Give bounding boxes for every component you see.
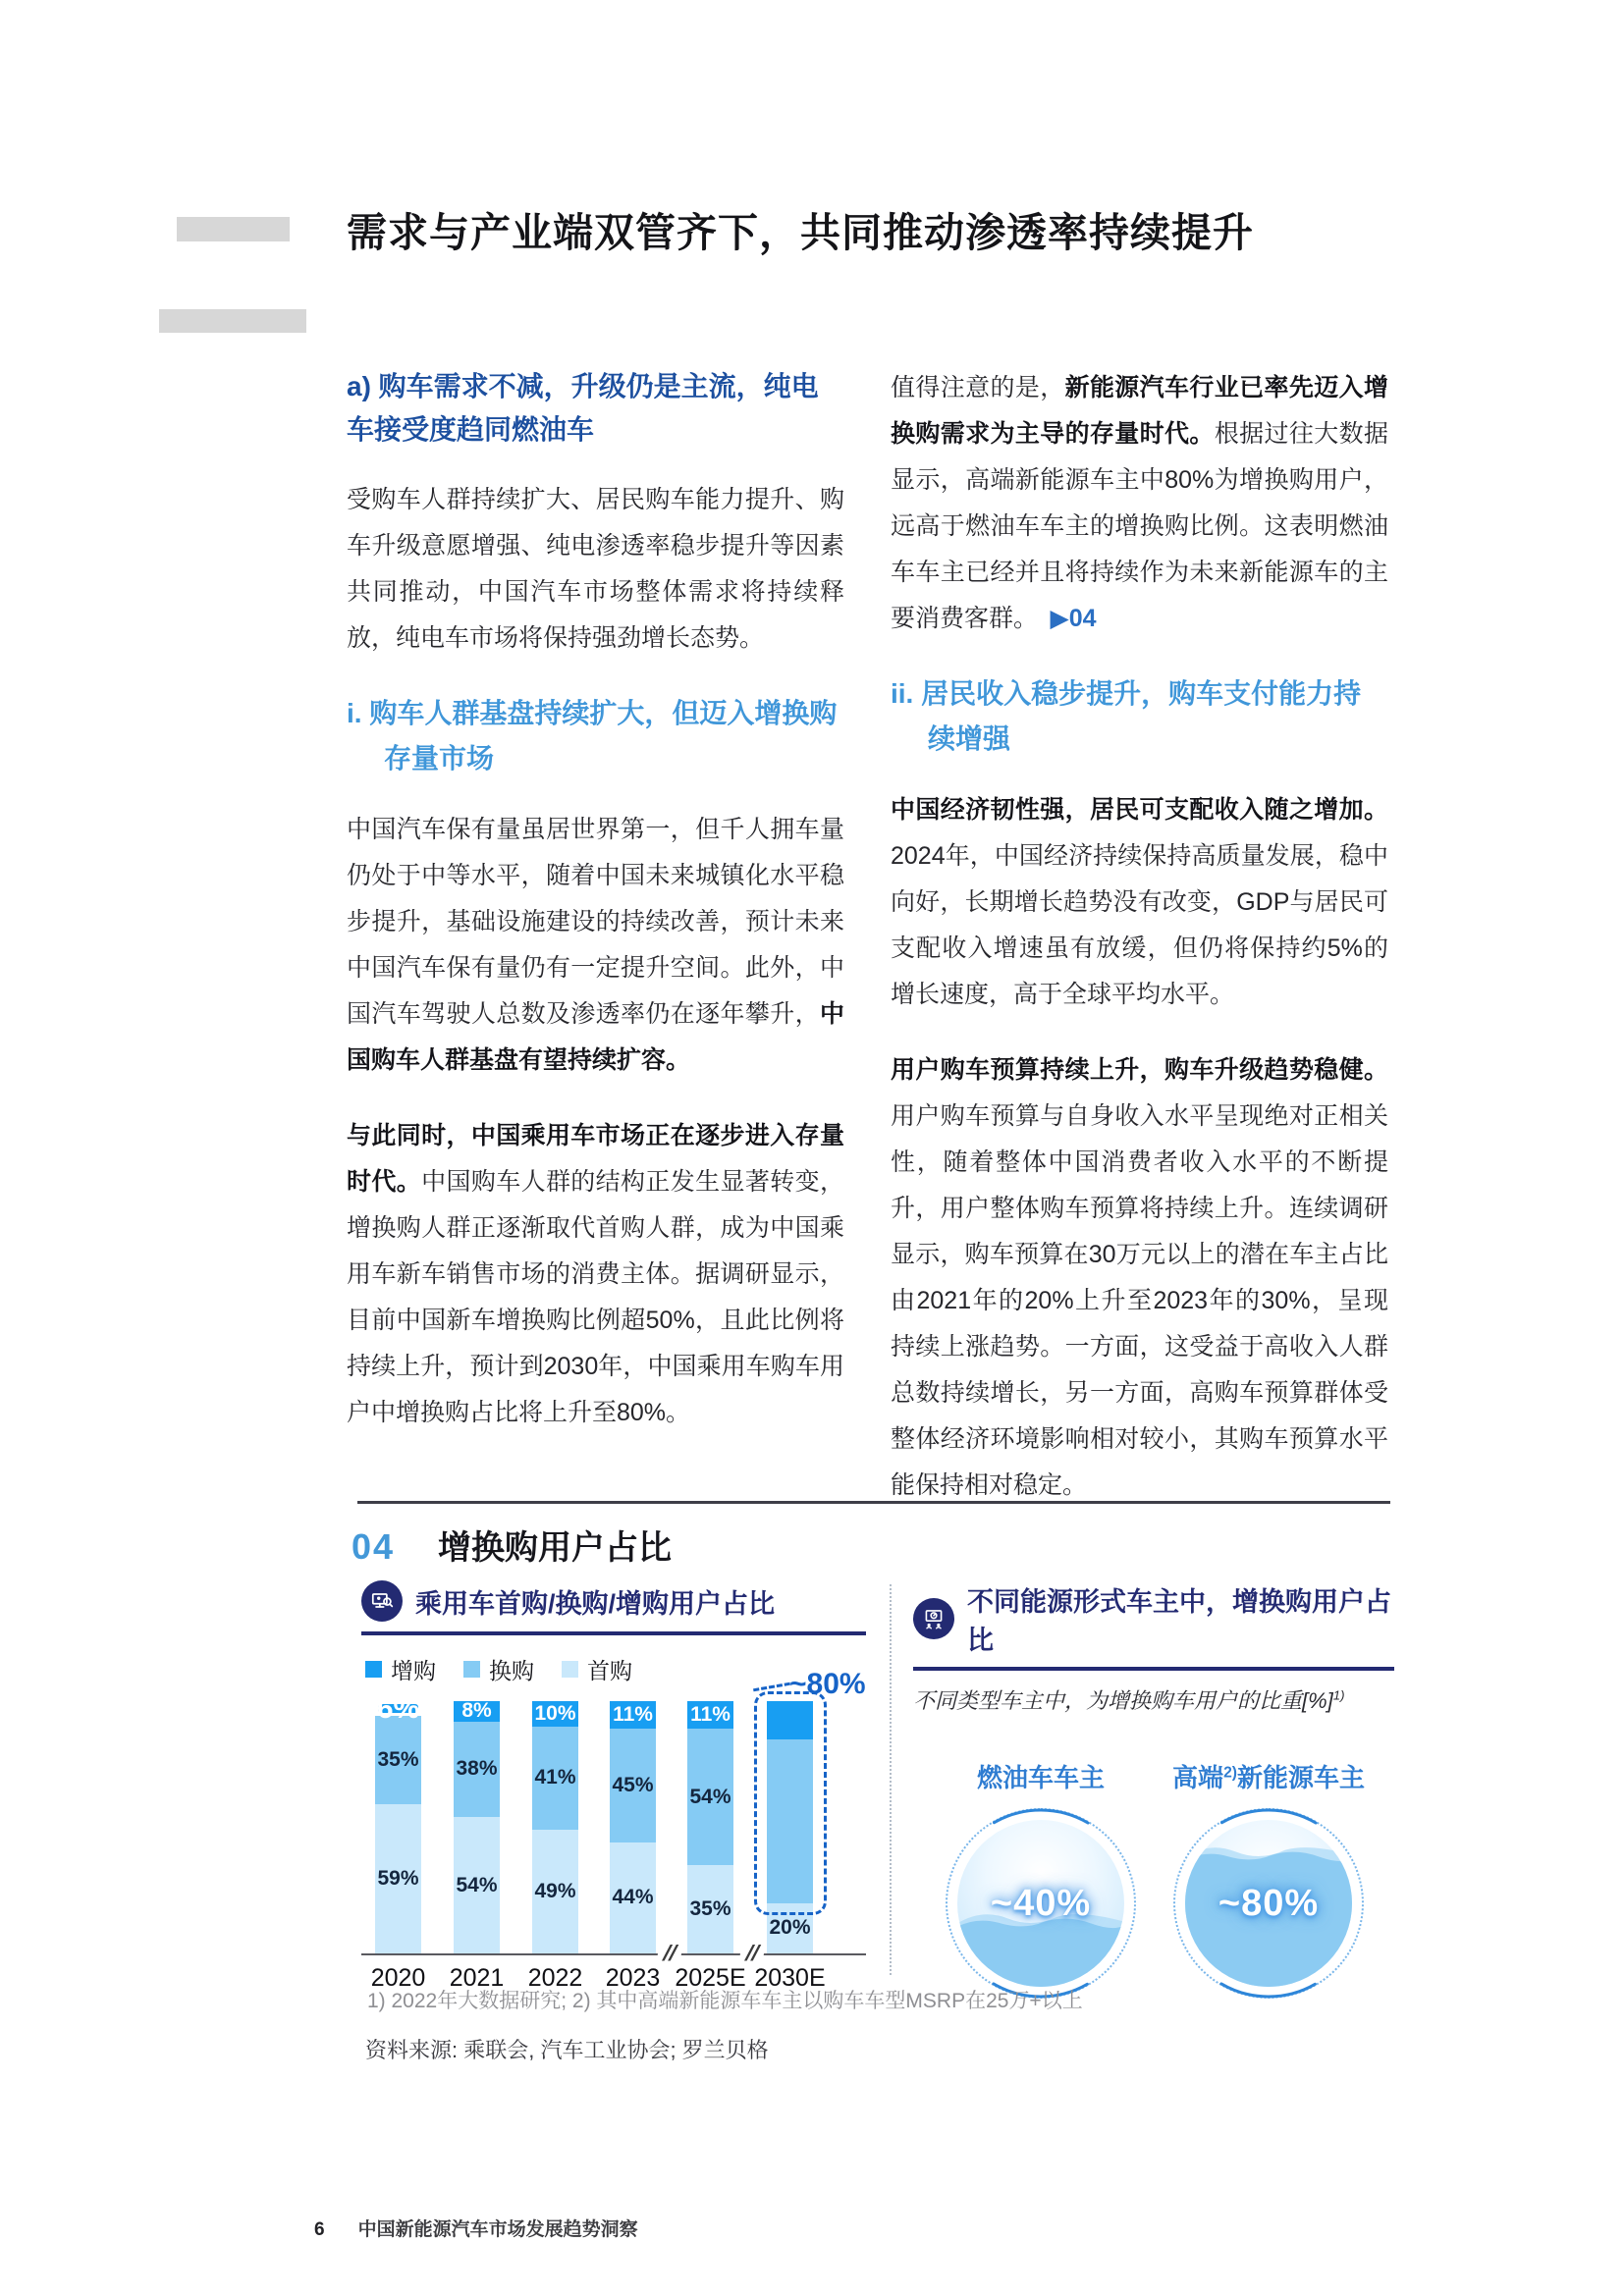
bar-value-label: 11% xyxy=(690,1703,731,1727)
gauge-label: 高端$^{2)}$新能源车主 xyxy=(1172,1763,1365,1792)
paragraph: 中国汽车保有量虽居世界第一，但千人拥车量仍处于中等水平，随着中国未来城镇化水平稳步提升，基础设施建设的持续改善，预计未来中国汽车保有量仍有一定提升空间。此外，中国汽车驾驶人总数及渗透率仍在逐年攀升，中国购车人群基盘有望持续扩容。 xyxy=(347,816,844,1074)
bar-value-label: 49% xyxy=(534,1880,576,1903)
paragraph: 值得注意的是，新能源汽车行业已率先迈入增换购需求为主导的存量时代。根据过往大数据显示，高端新能源车主中80%为增换购用户，远高于燃油车车主的增换购比例。这表明燃油车车主已经并且将持续作为未来新能源车的主要消费客群。 ▶04 xyxy=(891,374,1388,632)
bar-chart-title: 乘用车首购/换购/增购用户占比 xyxy=(415,1588,776,1619)
annotation-label: ~80% xyxy=(789,1668,866,1700)
legend-label: 换购 xyxy=(489,1658,534,1683)
bar-value-label: 41% xyxy=(534,1766,576,1789)
decor-bar-top xyxy=(177,217,290,241)
page-number: 6 xyxy=(314,2219,325,2240)
bar-value-label: 35% xyxy=(377,1748,419,1772)
x-axis-label: 2021 xyxy=(449,1964,505,1992)
bar-segment-增购 xyxy=(687,1701,733,1729)
paragraph: 用户购车预算持续上升，购车升级趋势稳健。用户购车预算与自身收入水平呈现绝对正相关性，随着整体中国消费者收入水平的不断提升，用户整体购车预算将持续上升。连续调研显示，购车预算在30万元以上的潜在车主占比由2021年的20%上升至2023年的30%，呈现持续上涨趋势。一方面，这受益于高收入人群总数持续增长，另一方面，高购车预算群体受整体经济环境影响相对较小，其购车预算水平能保持相对稳定。 xyxy=(891,1056,1388,1499)
bar-value-label: 54% xyxy=(689,1785,731,1808)
bar-value-label: 20% xyxy=(769,1916,811,1940)
bar-value-label: 8% xyxy=(461,1699,492,1723)
gauge-chart-header xyxy=(913,1580,1394,1671)
bar-value-label: 54% xyxy=(456,1873,498,1896)
bar-segment-增购 xyxy=(532,1701,578,1727)
section-a-heading: a) 购车需求不减，升级仍是主流，纯电车接受度趋同燃油车 xyxy=(347,371,819,445)
bar-chart-header xyxy=(361,1580,866,1635)
paragraph: 与此同时，中国乘用车市场正在逐步进入存量时代。中国购车人群的结构正发生显著转变，增换购人群正逐渐取代首购人群，成为中国乘用车新车销售市场的消费主体。据调研显示，目前中国新车增换购比例超50%，且此比例将持续上升，预计到2030年，中国乘用车购车用户中增换购占比将上升至80%。 xyxy=(347,1122,844,1426)
bar-value-label: 35% xyxy=(689,1897,731,1921)
x-axis xyxy=(361,1953,866,1955)
gauge-chart-title: 不同能源形式车主中，增换购用户占比 xyxy=(967,1587,1391,1655)
right-column xyxy=(891,365,1388,1538)
bar-segment-首购 xyxy=(532,1830,578,1953)
legend-item xyxy=(365,1653,436,1685)
section-i-heading: i. 购车人群基盘持续扩大，但迈入增换购存量市场 xyxy=(347,698,838,774)
section-ii-heading: ii. 居民收入稳步提升，购车支付能力持续增强 xyxy=(891,678,1362,754)
bar-segment-首购 xyxy=(375,1804,421,1953)
bar-segment-增购 xyxy=(375,1691,421,1725)
figure-title: 增换购用户占比 xyxy=(438,1529,673,1567)
x-axis-label: 2025E xyxy=(675,1964,746,1992)
page-title: 需求与产业端双管齐下，共同推动渗透率持续提升 xyxy=(347,210,1254,255)
figure-body xyxy=(361,1580,1394,1998)
paragraph: 中国经济韧性强，居民可支配收入随之增加。2024年，中国经济持续保持高质量发展，稳中向好，长期增长趋势没有改变，GDP与居民可支配收入增速虽有放缓，但仍将保持约5%的增长速度，高于全球平均水平。 xyxy=(891,796,1388,1008)
bar-segment-首购 xyxy=(454,1817,500,1953)
gauge-chart-subtitle: 不同类型车主中，为增换购车用户的比重[%]$^{1)}$ xyxy=(913,1687,1345,1713)
legend-swatch xyxy=(463,1661,480,1678)
bar-segment-换购 xyxy=(375,1716,421,1804)
article-columns xyxy=(347,365,1388,1538)
figure-heading xyxy=(352,1521,672,1569)
bar-value-label: 38% xyxy=(456,1757,498,1781)
gauge-chart xyxy=(913,1580,1394,1998)
legend-swatch xyxy=(562,1661,578,1678)
x-axis-label: 2030E xyxy=(754,1964,826,1992)
legend-label: 首购 xyxy=(587,1658,632,1683)
figure-footnote: 1) 2022年大数据研究; 2) 其中高端新能源车车主以购车车型MSRP在25万+以上 xyxy=(367,1990,1083,2012)
gauge-value: ~80% xyxy=(1218,1882,1320,1924)
figure-source: 资料来源: 乘联会, 汽车工业协会; 罗兰贝格 xyxy=(365,2038,769,2062)
bar-segment-换购 xyxy=(687,1729,733,1865)
legend-label: 增购 xyxy=(391,1658,436,1683)
bar-value-label: 11% xyxy=(613,1703,653,1727)
water-ball-gauge xyxy=(957,1820,1124,1987)
paragraph: 受购车人群持续扩大、居民购车能力提升、购车升级意愿增强、纯电渗透率稳步提升等因素共同推动，中国汽车市场整体需求将持续释放，纯电车市场将保持强劲增长态势。 xyxy=(347,486,844,652)
figure-number: 04 xyxy=(352,1526,396,1567)
gauge-value: ~40% xyxy=(990,1882,1092,1924)
stacked-bar-chart xyxy=(361,1580,866,1998)
bar-value-label: 44% xyxy=(612,1886,654,1909)
x-axis-label: 2020 xyxy=(370,1964,426,1992)
decor-bar-bottom xyxy=(159,309,306,333)
gauge-label: 燃油车车主 xyxy=(976,1763,1105,1792)
x-axis-label: 2023 xyxy=(605,1964,661,1992)
water-ball-gauge xyxy=(1185,1820,1352,1987)
bar-segment-增购 xyxy=(454,1701,500,1722)
presentation-chart-icon xyxy=(913,1598,954,1639)
footer-title: 中国新能源汽车市场发展趋势洞察 xyxy=(357,2219,638,2240)
bar-value-label: 59% xyxy=(377,1867,419,1891)
bar-segment-首购 xyxy=(610,1842,656,1953)
bar-segment-换购 xyxy=(532,1727,578,1830)
bar-value-label: 10% xyxy=(534,1701,576,1725)
gauge xyxy=(1161,1758,1377,1987)
gauges-row xyxy=(913,1758,1394,1987)
legend-item xyxy=(562,1653,632,1685)
survey-monitor-icon xyxy=(361,1580,403,1622)
vertical-dotted-divider xyxy=(890,1584,892,1975)
highlight-dashed-box xyxy=(754,1691,827,1915)
legend-item xyxy=(463,1653,534,1685)
legend-swatch xyxy=(365,1661,382,1678)
figure-divider-rule xyxy=(357,1501,1390,1504)
left-column xyxy=(347,365,844,1538)
bar-value-label: 6% xyxy=(376,1691,420,1725)
bar-segment-首购 xyxy=(687,1865,733,1953)
axis-break-mark: // xyxy=(738,1943,765,1964)
bar-value-label: 45% xyxy=(612,1774,654,1797)
axis-break-mark: // xyxy=(656,1943,682,1964)
page-footer xyxy=(314,2215,638,2241)
x-axis-label: 2022 xyxy=(527,1964,583,1992)
bar-segment-增购 xyxy=(610,1701,656,1729)
bar-segment-换购 xyxy=(610,1729,656,1842)
bar-segment-换购 xyxy=(454,1722,500,1818)
gauge xyxy=(933,1758,1149,1987)
